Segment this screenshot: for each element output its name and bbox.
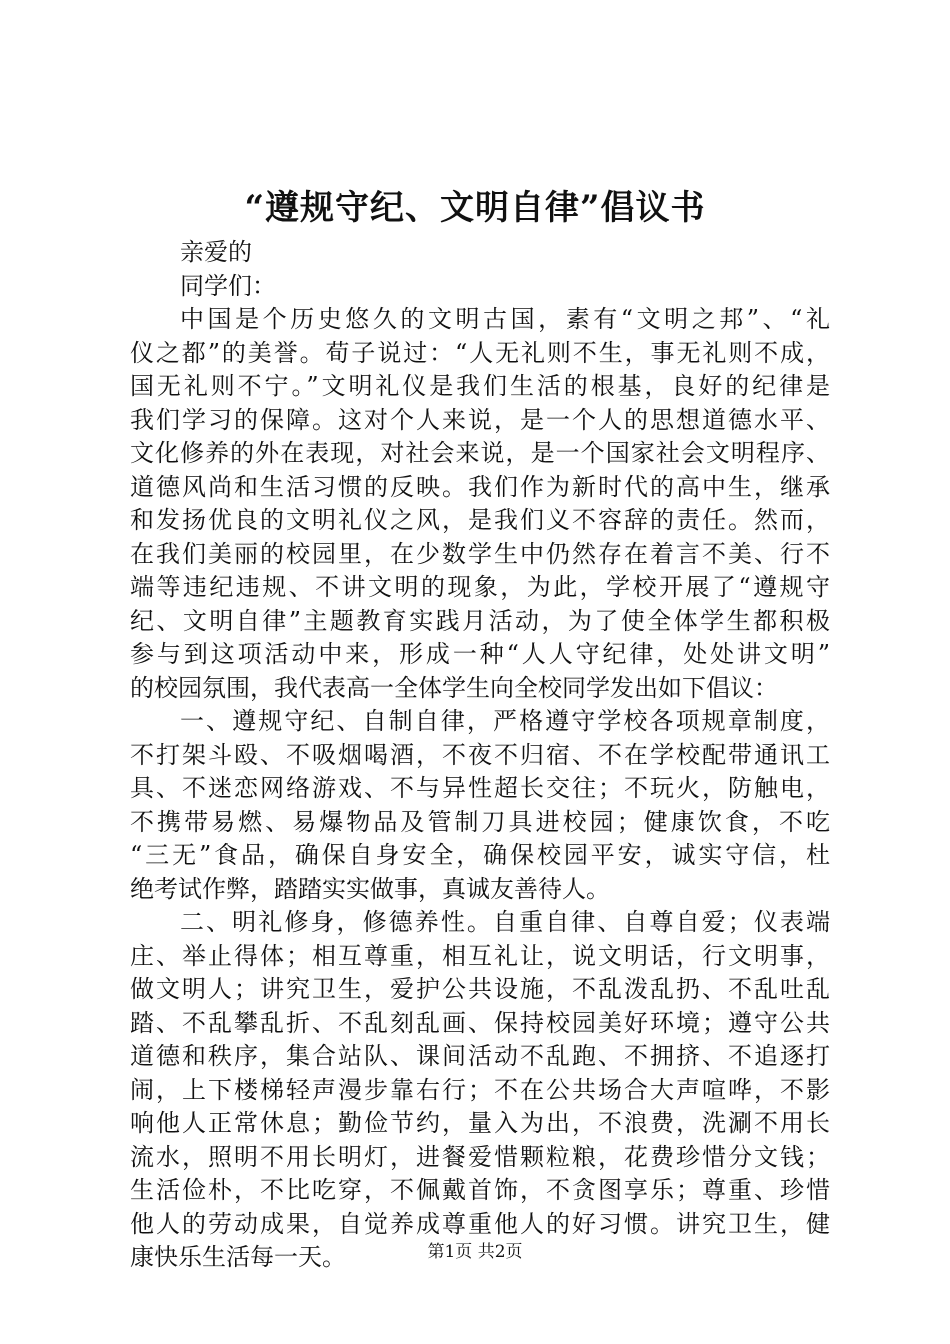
paragraph-3: [130, 906, 830, 1275]
greeting-line: 同学们：: [180, 271, 276, 300]
text-line: 纪、文明自律”主题教育实践月活动，为了使全体学生都积极: [130, 606, 830, 635]
text-line: 的校园氛围，我代表高一全体学生向全校同学发出如下倡议：: [130, 673, 778, 702]
text-line: 国无礼则不宁。”文明礼仪是我们生活的根基，良好的纪律是: [130, 372, 830, 400]
text-line: 不打架斗殴、不吸烟喝酒，不夜不归宿、不在学校配带通讯工: [130, 740, 830, 769]
text-line: 做文明人；讲究卫生，爱护公共设施，不乱泼乱扔、不乱吐乱: [130, 975, 830, 1003]
paragraph-2: [130, 705, 830, 906]
text-line: 闹，上下楼梯轻声漫步靠右行；不在公共场合大声喧哗，不影: [130, 1075, 830, 1104]
paragraph-1: [130, 303, 830, 705]
greeting-line: 亲爱的: [180, 238, 252, 266]
text-line: “三无”食品，确保自身安全，确保校园平安，诚实守信，杜: [130, 841, 830, 869]
text-line: 中国是个历史悠久的文明古国，素有“文明之邦”、“礼: [180, 305, 830, 333]
text-line: 和发扬优良的文明礼仪之风，是我们义不容辞的责任。然而，: [130, 506, 830, 534]
text-line: 绝考试作弊，踏踏实实做事，真诚友善待人。: [130, 874, 610, 903]
text-line: 不携带易燃、易爆物品及管制刀具进校园；健康饮食，不吃: [130, 807, 830, 836]
text-line: 踏、不乱攀乱折、不乱刻乱画、保持校园美好环境；遵守公共: [130, 1008, 830, 1037]
text-line: 流水，照明不用长明灯，进餐爱惜颗粒粮，花费珍惜分文钱；: [130, 1142, 830, 1171]
text-line: 端等违纪违规、不讲文明的现象，为此，学校开展了“遵规守: [130, 573, 830, 601]
text-line: 文化修养的外在表现，对社会来说，是一个国家社会文明程序、: [130, 439, 830, 467]
text-line: 二、明礼修身，修德养性。自重自律、自尊自爱；仪表端: [180, 908, 830, 936]
text-line: 我们学习的保障。这对个人来说，是一个人的思想道德水平、: [130, 405, 830, 434]
text-line: 具、不迷恋网络游戏、不与异性超长交往；不玩火，防触电，: [130, 774, 830, 802]
text-line: 康快乐生活每一天。: [130, 1243, 346, 1271]
text-line: 道德和秩序，集合站队、课间活动不乱跑、不拥挤、不追逐打: [130, 1042, 830, 1070]
text-line: 生活俭朴，不比吃穿，不佩戴首饰，不贪图享乐；尊重、珍惜: [130, 1176, 830, 1204]
text-line: 在我们美丽的校园里，在少数学生中仍然存在着言不美、行不: [130, 539, 830, 568]
document-body: [130, 236, 830, 1275]
text-line: 参与到这项活动中来，形成一种“人人守纪律，处处讲文明”: [130, 640, 830, 668]
page-number-footer: 第1页 共2页: [427, 1242, 523, 1262]
text-line: 他人的劳动成果，自觉养成尊重他人的好习惯。讲究卫生，健: [130, 1209, 830, 1238]
text-line: 道德风尚和生活习惯的反映。我们作为新时代的高中生，继承: [130, 472, 830, 501]
text-line: 庄、举止得体；相互尊重，相互礼让，说文明话，行文明事，: [130, 941, 830, 970]
text-line: 仪之都”的美誉。荀子说过：“人无礼则不生，事无礼则不成，: [130, 338, 830, 367]
document-title: “遵规守纪、文明自律”倡议书: [244, 188, 706, 228]
text-line: 响他人正常休息；勤俭节约，量入为出，不浪费，洗涮不用长: [130, 1109, 830, 1137]
text-line: 一、遵规守纪、自制自律，严格遵守学校各项规章制度，: [180, 707, 830, 735]
